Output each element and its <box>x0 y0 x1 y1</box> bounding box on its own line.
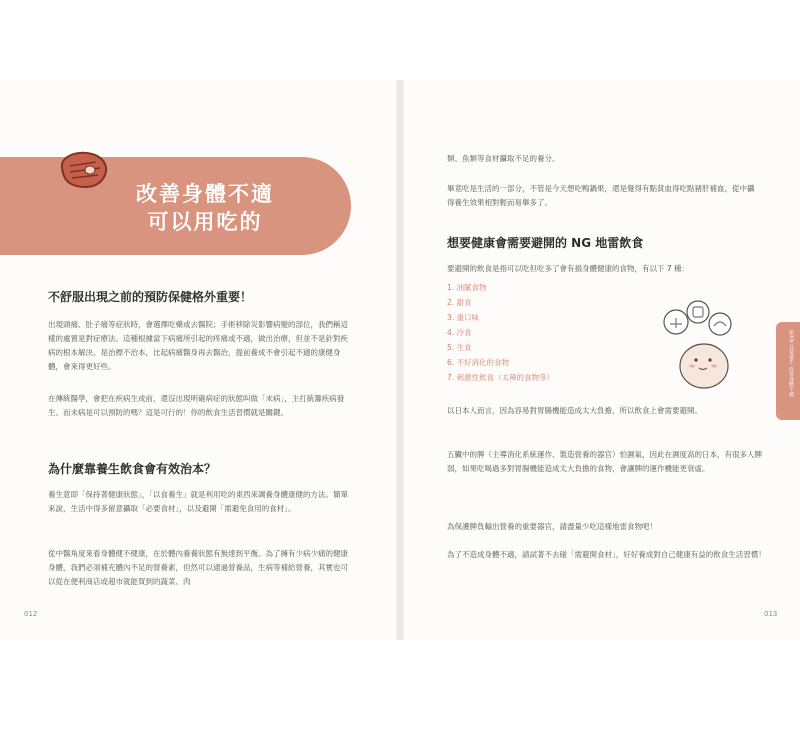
book-gutter <box>396 80 404 640</box>
paragraph-continued: 類、魚類等食材攝取不足的養分。 <box>447 154 560 163</box>
heading-why-diet: 為什麼靠養生飲食會有效治本？ <box>48 462 217 476</box>
paragraph-ng-intro: 要避開的飲食是指可以吃但吃多了會有損身體健康的食物，有以下 7 種： <box>447 264 690 273</box>
paragraph-mibyou: 在傳統醫學，會把在疾病生成前，還沒出現明確病症的狀態叫做「未病」，主打統籌疾病發生。而未病是可以預防的嗎？這是可行的！你的飲食生活習慣就是關鍵。 <box>48 394 345 417</box>
chapter-title-line2: 可以用吃的 <box>147 210 263 234</box>
heading-prevention: 不舒服出現之前的預防保健格外重要！ <box>48 290 253 304</box>
page-number-left: 012 <box>24 610 38 618</box>
chapter-title-line1: 改善身體不適 <box>136 182 274 206</box>
paragraph-yangsheng: 養生意即「保持著健康狀態」，「以食養生」就是利用吃的東西來調養身體康健的方法。簡單來說，生活中得多留意攝取「必要食材」，以及避開「需避免食用的食材」。 <box>48 490 348 513</box>
ng-food-list <box>447 280 554 385</box>
list-item: 7. 刺激性飲食（太辣的食物等） <box>447 373 555 382</box>
steak-icon <box>56 148 112 192</box>
heading-ng-foods: 想要健康會需要避開的 NG 地雷飲食 <box>447 236 644 250</box>
list-item: 3. 重口味 <box>447 313 480 322</box>
paragraph-tcm-balance: 從中醫角度來看身體健不健康，在於體內養養狀態有無達到平衡。為了擁有少病少痛的健康身體，我們必須補充體內不足的營養素，但然可以通過營養品，生病等補給營養，其實也可以從在便利商店或超市就能買到的蔬菜、肉 <box>48 549 348 586</box>
paragraph-conclusion: 為了不造成身體不適，請試著不去碰「需避開食材」，好好養成對自己健康有益的飲食生活習慣！ <box>447 550 766 559</box>
side-tab-label: 第1章 日常養生 改善身體不適 <box>788 330 794 397</box>
list-item: 2. 甜食 <box>447 298 472 307</box>
page-number-right: 013 <box>764 610 778 618</box>
paragraph-spleen: 五臟中的脾（主導消化系統運作、製造營養的器官）怕濕氣，因此在濕度高的日本，有很多人脾弱，如果吃喝過多對胃腸機能造成太大負擔的食物，會讓脾的運作機能更衰虛。 <box>447 450 762 473</box>
list-item: 6. 不好消化的食物 <box>447 358 510 367</box>
paragraph-japanese: 以日本人而言，因為容易對胃腸機能造成太大負擔，所以飲食上會需要避開。 <box>447 406 702 415</box>
chapter-title <box>110 180 300 236</box>
list-item: 4. 冷食 <box>447 328 472 337</box>
list-item: 1. 油膩食物 <box>447 283 487 292</box>
mascot-illustration <box>656 300 756 392</box>
list-item: 5. 生食 <box>447 343 472 352</box>
paragraph-daily-eating: 畢竟吃是生活的一部分，不管是今天想吃鴨鍋果，還是覺得有點貧血得吃點豬肝補血，從中攝得養生效果相對輕而易舉多了。 <box>447 184 755 207</box>
paragraph-symptom-treatment: 出現頭痛、肚子痛等症狀時，會選擇吃藥或去醫院；手術移除災影響病變的部位，我們稱這樣的處置是對症療法。這種根據當下病痛所引起的疼痛或不適，做出治療，但並不是針對疾病的根本解決。是治標不治本，比起病痛醫身再去醫治，提前養成不會引起不適的康健身體，會來得更好些。 <box>48 320 348 371</box>
paragraph-protect-spleen: 為保護脾負輸出營養的重要器官，請盡量少吃這樣地雷食物吧！ <box>447 522 657 531</box>
